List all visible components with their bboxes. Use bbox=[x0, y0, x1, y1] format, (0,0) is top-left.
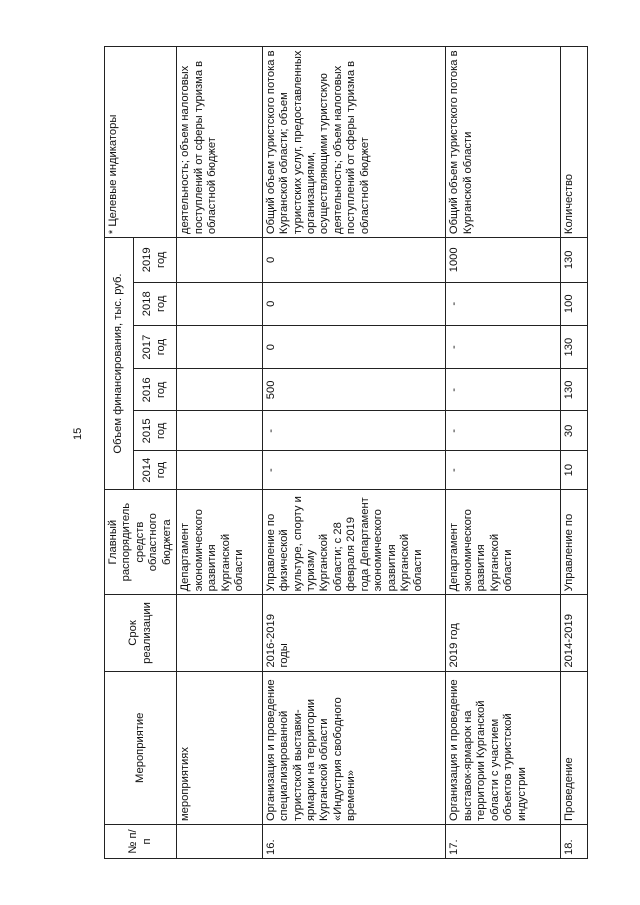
cell-manager: Управление по физической культуре, спорту и туризму Курганской области; с 28 февраля 2019 года Департамент экономического развития Курганской области bbox=[262, 489, 446, 594]
cell-num: 17. bbox=[446, 825, 561, 859]
cell-value: 0 bbox=[262, 238, 446, 283]
cell-term bbox=[177, 595, 262, 671]
header-term: Срок реализации bbox=[105, 595, 177, 671]
header-num: № п/п bbox=[105, 825, 177, 859]
funding-table bbox=[104, 46, 588, 859]
cell-value bbox=[177, 282, 262, 325]
cell-value: 0 bbox=[262, 325, 446, 368]
cell-value bbox=[177, 411, 262, 451]
cell-term: 2014-2019 bbox=[561, 595, 588, 671]
cell-value: - bbox=[446, 325, 561, 368]
cell-term: 2019 год bbox=[446, 595, 561, 671]
cell-value: 10 bbox=[561, 451, 588, 490]
cell-indicators: Общий объем туристского потока в Курганской области bbox=[446, 47, 561, 238]
header-funding: Объем финансирования, тыс. руб. bbox=[105, 238, 134, 490]
cell-indicators: деятельность; объем налоговых поступлений от сферы туризма в областной бюджет bbox=[177, 47, 262, 238]
cell-value bbox=[177, 369, 262, 411]
cell-indicators: Количество bbox=[561, 47, 588, 238]
header-year: 2014 год bbox=[133, 451, 177, 490]
cell-value: 30 bbox=[561, 411, 588, 451]
cell-num: 18. bbox=[561, 825, 588, 859]
cell-event: Проведение bbox=[561, 671, 588, 824]
header-year: 2017 год bbox=[133, 325, 177, 368]
header-indicators: * Целевые индикаторы bbox=[105, 47, 177, 238]
table-row bbox=[177, 47, 262, 859]
cell-value: 130 bbox=[561, 325, 588, 368]
cell-num: 16. bbox=[262, 825, 446, 859]
cell-indicators: Общий объем туристского потока в Курганской области; объем туристских услуг, предоставленных организациями, осуществляющими туристскую деятельность; объем налоговых поступлений от сферы туризма в областной бюджет bbox=[262, 47, 446, 238]
table-row bbox=[561, 47, 588, 859]
header-year: 2015 год bbox=[133, 411, 177, 451]
cell-value bbox=[177, 325, 262, 368]
header-manager: Главный распорядитель средств областного бюджета bbox=[105, 489, 177, 594]
header-row bbox=[105, 47, 134, 859]
header-year: 2018 год bbox=[133, 282, 177, 325]
cell-value: 130 bbox=[561, 238, 588, 283]
cell-manager: Управление по bbox=[561, 489, 588, 594]
table-row bbox=[446, 47, 561, 859]
cell-value: - bbox=[446, 451, 561, 490]
cell-event: мероприятиях bbox=[177, 671, 262, 824]
header-year: 2016 год bbox=[133, 369, 177, 411]
cell-num bbox=[177, 825, 262, 859]
cell-value: - bbox=[446, 411, 561, 451]
rotated-table-container bbox=[104, 46, 584, 859]
cell-value: 0 bbox=[262, 282, 446, 325]
table-row bbox=[262, 47, 446, 859]
cell-value: - bbox=[262, 411, 446, 451]
cell-event: Организация и проведение выставок-ярмарок на территории Курганской области с участием объектов туристской индустрии bbox=[446, 671, 561, 824]
cell-value: 500 bbox=[262, 369, 446, 411]
cell-value bbox=[177, 451, 262, 490]
header-year: 2019 год bbox=[133, 238, 177, 283]
cell-value: - bbox=[446, 369, 561, 411]
header-event: Мероприятие bbox=[105, 671, 177, 824]
cell-manager: Департамент экономического развития Курганской области bbox=[446, 489, 561, 594]
cell-value bbox=[177, 238, 262, 283]
cell-value: 100 bbox=[561, 282, 588, 325]
cell-value: - bbox=[262, 451, 446, 490]
cell-event: Организация и проведение специализированной туристской выставки-ярмарки на территории Курганской области «Индустрия свободного времени» bbox=[262, 671, 446, 824]
cell-term: 2016-2019 годы bbox=[262, 595, 446, 671]
cell-manager: Департамент экономического развития Курганской области bbox=[177, 489, 262, 594]
cell-value: 130 bbox=[561, 369, 588, 411]
cell-value: - bbox=[446, 282, 561, 325]
page-number: 15 bbox=[72, 427, 84, 440]
cell-value: 1000 bbox=[446, 238, 561, 283]
